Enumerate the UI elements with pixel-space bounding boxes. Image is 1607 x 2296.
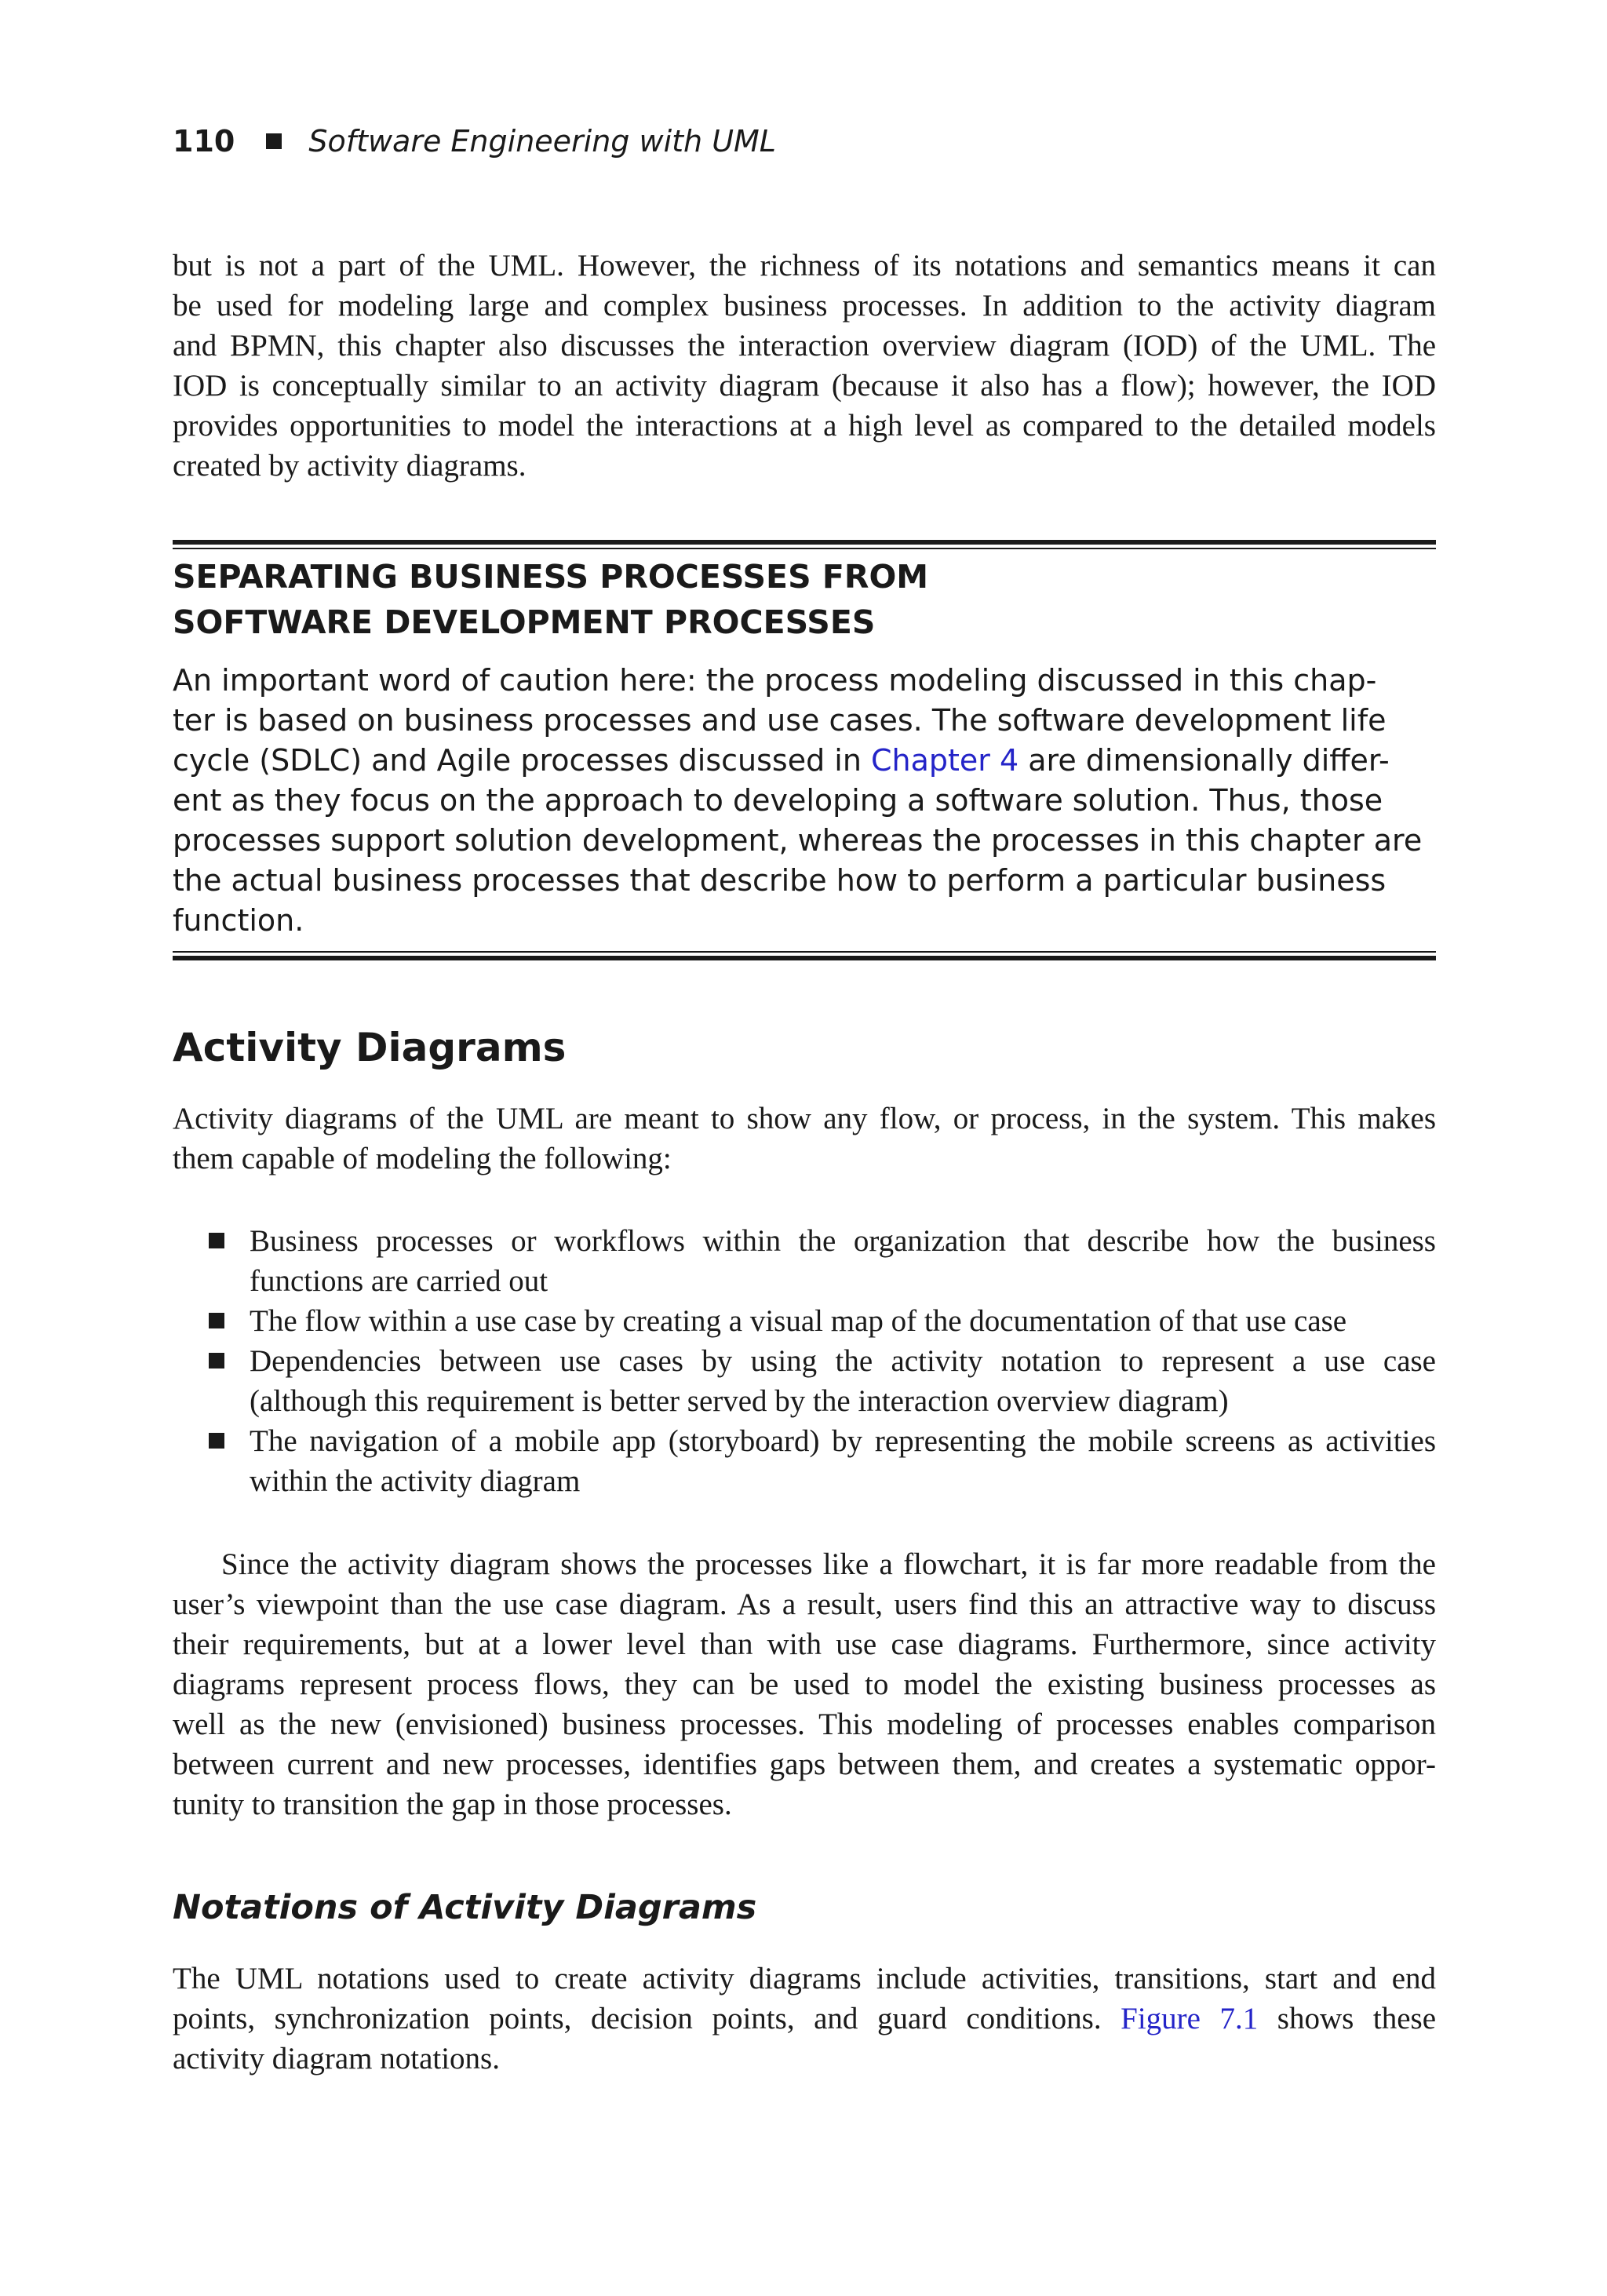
text-line: processes support solution development, whereas the processes in this chapter are	[173, 823, 1423, 858]
text-line: be used for modeling large and complex business processes. In addition to the activity diagram	[173, 289, 1436, 323]
subsection-heading: Notations of Activity Diagrams	[173, 1888, 757, 1927]
list-item: Dependencies between use cases by using the activity notation to represent a use case (although this requirement is better served by the interaction overview diagram)	[173, 1341, 1436, 1421]
section-intro	[173, 1099, 1436, 1179]
text-line: function.	[173, 903, 304, 938]
list-item: Business processes or workflows within the organization that describe how the business functions are carried out	[173, 1221, 1436, 1301]
text-line: diagrams represent process flows, they can be used to model the existing business processes as	[173, 1667, 1436, 1701]
page-number: 110	[173, 124, 235, 159]
text-line: tunity to transition the gap in those processes.	[173, 1788, 732, 1821]
text-line: IOD is conceptually similar to an activity diagram (because it also has a flow); however, the IOD	[173, 369, 1436, 403]
text-line: points, synchronization points, decision points, and guard conditions. Figure 7.1 shows these	[173, 2002, 1437, 2035]
figure-7-1-link[interactable]: Figure 7.1	[1121, 2002, 1259, 2035]
sidebar-bottom-rule	[173, 951, 1436, 960]
sidebar-body	[173, 661, 1423, 941]
sidebar-title-line: SOFTWARE DEVELOPMENT PROCESSES	[173, 603, 876, 641]
square-bullet-icon	[209, 1353, 224, 1368]
text-line: and BPMN, this chapter also discusses the interaction overview diagram (IOD) of the UML. The	[173, 329, 1436, 363]
sidebar-top-rule	[173, 540, 1436, 549]
text-line: them capable of modeling the following:	[173, 1142, 672, 1175]
running-head	[173, 124, 776, 159]
text-line: well as the new (envisioned) business processes. This modeling of processes enables comparison	[173, 1707, 1436, 1741]
sidebar-title	[173, 554, 928, 645]
subsection-paragraph	[173, 1959, 1436, 2079]
text-line: between current and new processes, identifies gaps between them, and creates a systematic oppor-	[173, 1748, 1436, 1781]
text-line: ent as they focus on the approach to developing a software solution. Thus, those	[173, 783, 1383, 818]
square-bullet-icon	[266, 133, 282, 149]
square-bullet-icon	[209, 1313, 224, 1328]
bullet-list	[173, 1221, 1436, 1501]
text-line: Since the activity diagram shows the processes like a flowchart, it is far more readable from the	[221, 1547, 1436, 1581]
list-item: The navigation of a mobile app (storyboard) by representing the mobile screens as activities within the activity diagram	[173, 1421, 1436, 1501]
sidebar-title-line: SEPARATING BUSINESS PROCESSES FROM	[173, 558, 929, 596]
intro-paragraph	[173, 246, 1436, 486]
text-line: An important word of caution here: the process modeling discussed in this chap-	[173, 663, 1377, 698]
square-bullet-icon	[209, 1433, 224, 1449]
text-line: user’s viewpoint than the use case diagram. As a result, users find this an attractive way to discuss	[173, 1587, 1436, 1621]
text-line: activity diagram notations.	[173, 2042, 500, 2076]
text-line: The UML notations used to create activity diagrams include activities, transitions, start and end	[173, 1962, 1436, 1995]
square-bullet-icon	[209, 1233, 224, 1248]
text-line: cycle (SDLC) and Agile processes discussed in Chapter 4 are dimensionally differ-	[173, 743, 1390, 778]
body-paragraph	[173, 1544, 1436, 1824]
book-title: Software Engineering with UML	[308, 124, 776, 159]
text-line: their requirements, but at a lower level than with use case diagrams. Furthermore, since activity	[173, 1627, 1436, 1661]
list-item: The flow within a use case by creating a visual map of the documentation of that use case	[173, 1301, 1436, 1341]
text-line: provides opportunities to model the interactions at a high level as compared to the detailed models	[173, 409, 1436, 443]
text-line: but is not a part of the UML. However, the richness of its notations and semantics means it can	[173, 249, 1436, 282]
text-line: created by activity diagrams.	[173, 449, 527, 483]
text-line: the actual business processes that describe how to perform a particular business	[173, 863, 1387, 898]
section-heading: Activity Diagrams	[173, 1025, 567, 1070]
text-line: ter is based on business processes and use cases. The software development life	[173, 703, 1387, 738]
chapter-4-link[interactable]: Chapter 4	[871, 743, 1019, 778]
text-line: Activity diagrams of the UML are meant to show any flow, or process, in the system. This makes	[173, 1102, 1436, 1135]
